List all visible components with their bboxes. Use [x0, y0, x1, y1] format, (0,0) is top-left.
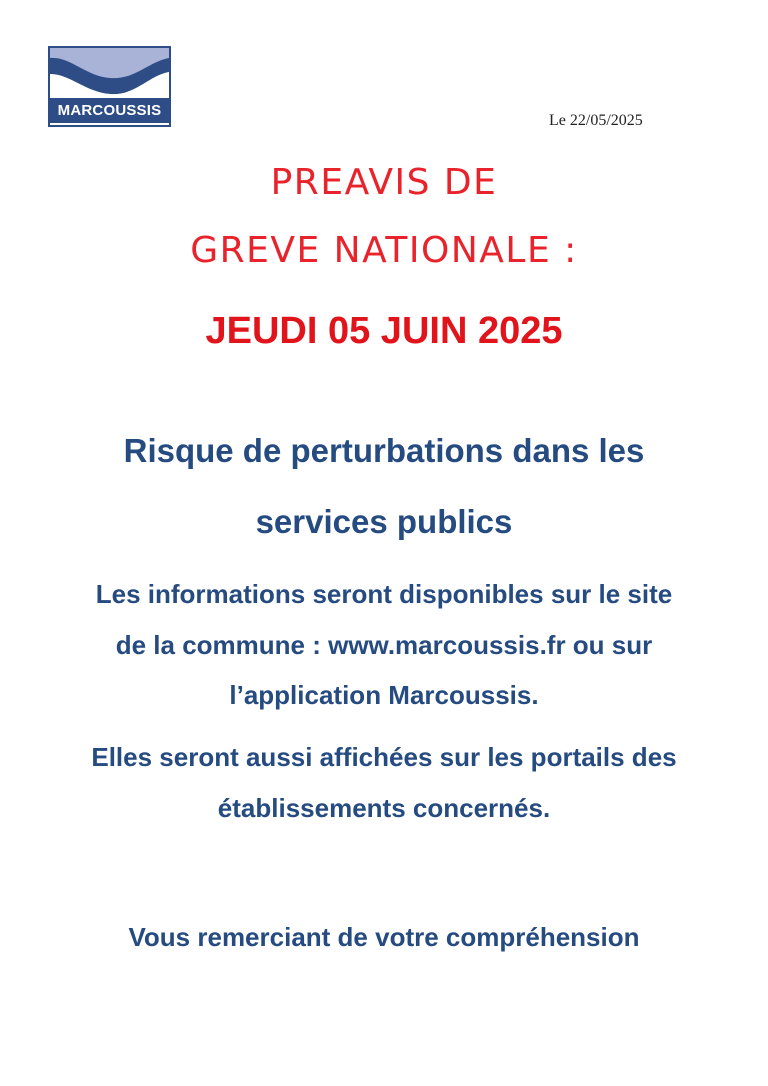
marcoussis-logo — [48, 46, 171, 127]
info-line-3: l’application Marcoussis. — [229, 680, 539, 710]
thanks-line: Vous remerciant de votre compréhension — [128, 922, 640, 952]
portal-line-2: établissements concernés. — [217, 793, 551, 823]
logo-wordmark: MARCOUSSIS — [50, 98, 169, 123]
info-line-1: Les informations seront disponibles sur le site — [95, 579, 673, 609]
document-date: Le 22/05/2025 — [549, 112, 643, 129]
notice-title-line-2: GREVE NATIONALE : — [190, 230, 578, 271]
headline-line-1: Risque de perturbations dans les — [123, 432, 645, 469]
headline-line-2: services publics — [255, 503, 513, 540]
portal-line-1: Elles seront aussi affichées sur les portails des — [91, 742, 677, 772]
strike-date: JEUDI 05 JUIN 2025 — [205, 310, 563, 352]
info-line-2: de la commune : www.marcoussis.fr ou sur — [115, 630, 653, 660]
wave-icon — [50, 48, 169, 98]
notice-title-line-1: PREAVIS DE — [270, 162, 498, 203]
